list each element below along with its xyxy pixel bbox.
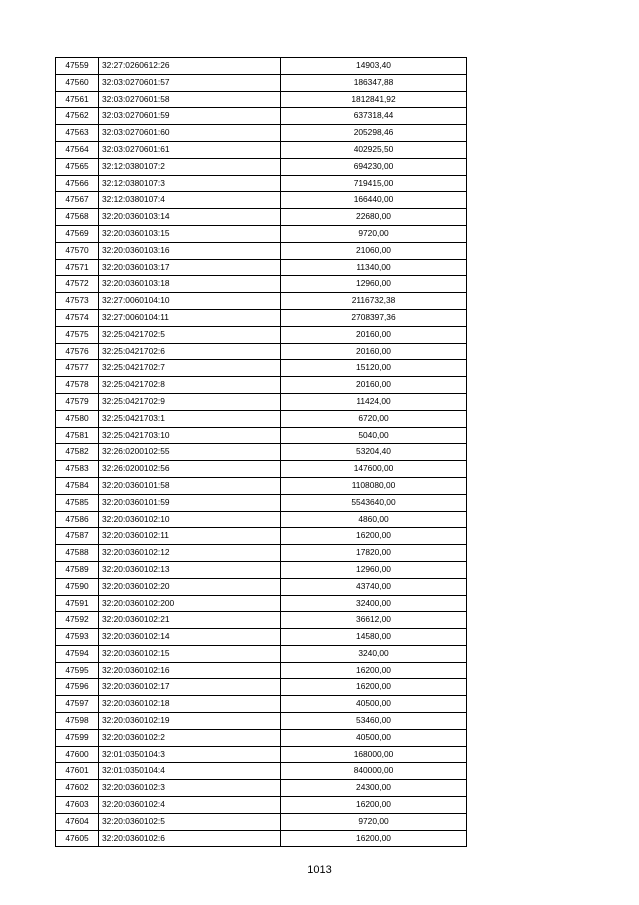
cadastral-number-cell: 32:20:0360102:10	[99, 511, 281, 528]
row-number-cell: 47581	[56, 427, 99, 444]
cadastral-number-cell: 32:03:0270601:57	[99, 74, 281, 91]
table-row	[56, 662, 467, 679]
table-row	[56, 377, 467, 394]
page-number: 1013	[307, 864, 332, 876]
table-row	[56, 293, 467, 310]
table-row	[56, 645, 467, 662]
table-row	[56, 461, 467, 478]
value-cell: 14903,40	[281, 58, 467, 75]
table-row	[56, 141, 467, 158]
value-cell: 15120,00	[281, 360, 467, 377]
table-row	[56, 158, 467, 175]
cadastral-number-cell: 32:20:0360102:2	[99, 729, 281, 746]
table-row	[56, 578, 467, 595]
cadastral-number-cell: 32:20:0360102:3	[99, 780, 281, 797]
row-number-cell: 47579	[56, 393, 99, 410]
row-number-cell: 47574	[56, 309, 99, 326]
value-cell: 402925,50	[281, 141, 467, 158]
row-number-cell: 47603	[56, 797, 99, 814]
value-cell: 9720,00	[281, 813, 467, 830]
row-number-cell: 47604	[56, 813, 99, 830]
cadastral-number-cell: 32:20:0360102:12	[99, 545, 281, 562]
value-cell: 43740,00	[281, 578, 467, 595]
table-row	[56, 746, 467, 763]
value-cell: 2116732,38	[281, 293, 467, 310]
value-cell: 694230,00	[281, 158, 467, 175]
cadastral-number-cell: 32:20:0360102:17	[99, 679, 281, 696]
row-number-cell: 47563	[56, 125, 99, 142]
cadastral-number-cell: 32:20:0360102:21	[99, 612, 281, 629]
cadastral-number-cell: 32:20:0360102:4	[99, 797, 281, 814]
row-number-cell: 47605	[56, 830, 99, 847]
row-number-cell: 47575	[56, 326, 99, 343]
cadastral-number-cell: 32:12:0380107:2	[99, 158, 281, 175]
row-number-cell: 47586	[56, 511, 99, 528]
table-row	[56, 545, 467, 562]
row-number-cell: 47589	[56, 561, 99, 578]
value-cell: 16200,00	[281, 797, 467, 814]
table-row	[56, 175, 467, 192]
row-number-cell: 47585	[56, 494, 99, 511]
row-number-cell: 47584	[56, 477, 99, 494]
table-row	[56, 125, 467, 142]
cadastral-number-cell: 32:25:0421703:1	[99, 410, 281, 427]
cadastral-number-cell: 32:20:0360102:19	[99, 713, 281, 730]
cadastral-number-cell: 32:20:0360101:59	[99, 494, 281, 511]
cadastral-number-cell: 32:25:0421703:10	[99, 427, 281, 444]
value-cell: 11340,00	[281, 259, 467, 276]
table-row	[56, 74, 467, 91]
row-number-cell: 47583	[56, 461, 99, 478]
table-row	[56, 427, 467, 444]
value-cell: 3240,00	[281, 645, 467, 662]
table-row	[56, 528, 467, 545]
value-cell: 17820,00	[281, 545, 467, 562]
cadastral-number-cell: 32:12:0380107:4	[99, 192, 281, 209]
cadastral-number-cell: 32:01:0350104:4	[99, 763, 281, 780]
row-number-cell: 47592	[56, 612, 99, 629]
row-number-cell: 47570	[56, 242, 99, 259]
table-row	[56, 813, 467, 830]
row-number-cell: 47602	[56, 780, 99, 797]
cadastral-number-cell: 32:20:0360102:5	[99, 813, 281, 830]
table-row	[56, 612, 467, 629]
cadastral-number-cell: 32:20:0360102:18	[99, 696, 281, 713]
table-row	[56, 511, 467, 528]
cadastral-number-cell: 32:12:0380107:3	[99, 175, 281, 192]
cadastral-number-cell: 32:20:0360101:58	[99, 477, 281, 494]
value-cell: 16200,00	[281, 830, 467, 847]
row-number-cell: 47559	[56, 58, 99, 75]
table-row	[56, 696, 467, 713]
row-number-cell: 47593	[56, 629, 99, 646]
value-cell: 6720,00	[281, 410, 467, 427]
row-number-cell: 47572	[56, 276, 99, 293]
cadastral-number-cell: 32:03:0270601:60	[99, 125, 281, 142]
value-cell: 2708397,36	[281, 309, 467, 326]
cadastral-number-cell: 32:20:0360103:18	[99, 276, 281, 293]
row-number-cell: 47601	[56, 763, 99, 780]
value-cell: 147600,00	[281, 461, 467, 478]
table-row	[56, 797, 467, 814]
value-cell: 4860,00	[281, 511, 467, 528]
value-cell: 12960,00	[281, 276, 467, 293]
row-number-cell: 47580	[56, 410, 99, 427]
row-number-cell: 47582	[56, 444, 99, 461]
cadastral-number-cell: 32:20:0360102:16	[99, 662, 281, 679]
value-cell: 11424,00	[281, 393, 467, 410]
row-number-cell: 47597	[56, 696, 99, 713]
table-row	[56, 444, 467, 461]
cadastral-number-cell: 32:20:0360102:13	[99, 561, 281, 578]
table-row	[56, 91, 467, 108]
table-row	[56, 713, 467, 730]
cadastral-number-cell: 32:20:0360102:6	[99, 830, 281, 847]
cadastral-number-cell: 32:20:0360103:16	[99, 242, 281, 259]
table-row	[56, 58, 467, 75]
value-cell: 12960,00	[281, 561, 467, 578]
table-row	[56, 410, 467, 427]
table-row	[56, 763, 467, 780]
table-row	[56, 393, 467, 410]
table-row	[56, 326, 467, 343]
value-cell: 205298,46	[281, 125, 467, 142]
value-cell: 14580,00	[281, 629, 467, 646]
table-row	[56, 679, 467, 696]
table-row	[56, 209, 467, 226]
row-number-cell: 47566	[56, 175, 99, 192]
row-number-cell: 47571	[56, 259, 99, 276]
value-cell: 40500,00	[281, 729, 467, 746]
row-number-cell: 47576	[56, 343, 99, 360]
value-cell: 5543640,00	[281, 494, 467, 511]
table-row	[56, 595, 467, 612]
cadastral-number-cell: 32:03:0270601:58	[99, 91, 281, 108]
row-number-cell: 47565	[56, 158, 99, 175]
value-cell: 1812841,92	[281, 91, 467, 108]
value-cell: 16200,00	[281, 679, 467, 696]
table-row	[56, 729, 467, 746]
cadastral-number-cell: 32:25:0421702:7	[99, 360, 281, 377]
cadastral-number-cell: 32:20:0360102:15	[99, 645, 281, 662]
value-cell: 32400,00	[281, 595, 467, 612]
row-number-cell: 47567	[56, 192, 99, 209]
value-cell: 16200,00	[281, 662, 467, 679]
table-row	[56, 343, 467, 360]
row-number-cell: 47560	[56, 74, 99, 91]
value-cell: 637318,44	[281, 108, 467, 125]
row-number-cell: 47594	[56, 645, 99, 662]
row-number-cell: 47598	[56, 713, 99, 730]
row-number-cell: 47578	[56, 377, 99, 394]
value-cell: 168000,00	[281, 746, 467, 763]
value-cell: 20160,00	[281, 343, 467, 360]
cadastral-number-cell: 32:25:0421702:5	[99, 326, 281, 343]
row-number-cell: 47596	[56, 679, 99, 696]
table-row	[56, 830, 467, 847]
value-cell: 16200,00	[281, 528, 467, 545]
row-number-cell: 47600	[56, 746, 99, 763]
value-cell: 1108080,00	[281, 477, 467, 494]
cadastral-number-cell: 32:27:0060104:11	[99, 309, 281, 326]
value-cell: 21060,00	[281, 242, 467, 259]
row-number-cell: 47561	[56, 91, 99, 108]
row-number-cell: 47568	[56, 209, 99, 226]
row-number-cell: 47595	[56, 662, 99, 679]
cadastral-number-cell: 32:26:0200102:55	[99, 444, 281, 461]
table-row	[56, 225, 467, 242]
cadastral-number-cell: 32:25:0421702:9	[99, 393, 281, 410]
row-number-cell: 47599	[56, 729, 99, 746]
table-row	[56, 108, 467, 125]
table-row	[56, 259, 467, 276]
cadastral-number-cell: 32:03:0270601:59	[99, 108, 281, 125]
value-cell: 24300,00	[281, 780, 467, 797]
row-number-cell: 47577	[56, 360, 99, 377]
value-cell: 9720,00	[281, 225, 467, 242]
cadastral-number-cell: 32:20:0360103:14	[99, 209, 281, 226]
cadastral-number-cell: 32:25:0421702:8	[99, 377, 281, 394]
row-number-cell: 47562	[56, 108, 99, 125]
value-cell: 719415,00	[281, 175, 467, 192]
cadastral-number-cell: 32:03:0270601:61	[99, 141, 281, 158]
row-number-cell: 47591	[56, 595, 99, 612]
row-number-cell: 47573	[56, 293, 99, 310]
table-row	[56, 780, 467, 797]
table-row	[56, 561, 467, 578]
value-cell: 53460,00	[281, 713, 467, 730]
row-number-cell: 47564	[56, 141, 99, 158]
table-row	[56, 309, 467, 326]
table-row	[56, 629, 467, 646]
cadastral-value-table	[55, 57, 467, 847]
cadastral-number-cell: 32:20:0360102:200	[99, 595, 281, 612]
cadastral-number-cell: 32:20:0360102:14	[99, 629, 281, 646]
value-cell: 840000,00	[281, 763, 467, 780]
value-cell: 40500,00	[281, 696, 467, 713]
table-body	[56, 58, 467, 847]
value-cell: 186347,88	[281, 74, 467, 91]
row-number-cell: 47569	[56, 225, 99, 242]
cadastral-number-cell: 32:01:0350104:3	[99, 746, 281, 763]
cadastral-number-cell: 32:27:0060104:10	[99, 293, 281, 310]
row-number-cell: 47590	[56, 578, 99, 595]
cadastral-number-cell: 32:20:0360103:15	[99, 225, 281, 242]
value-cell: 166440,00	[281, 192, 467, 209]
row-number-cell: 47587	[56, 528, 99, 545]
table-row	[56, 242, 467, 259]
value-cell: 20160,00	[281, 326, 467, 343]
table-row	[56, 477, 467, 494]
cadastral-number-cell: 32:20:0360102:11	[99, 528, 281, 545]
value-cell: 22680,00	[281, 209, 467, 226]
cadastral-number-cell: 32:26:0200102:56	[99, 461, 281, 478]
table-row	[56, 494, 467, 511]
value-cell: 36612,00	[281, 612, 467, 629]
cadastral-number-cell: 32:20:0360103:17	[99, 259, 281, 276]
value-cell: 5040,00	[281, 427, 467, 444]
table-row	[56, 276, 467, 293]
table-row	[56, 360, 467, 377]
cadastral-number-cell: 32:20:0360102:20	[99, 578, 281, 595]
value-cell: 53204,40	[281, 444, 467, 461]
row-number-cell: 47588	[56, 545, 99, 562]
cadastral-number-cell: 32:27:0260612:26	[99, 58, 281, 75]
value-cell: 20160,00	[281, 377, 467, 394]
cadastral-number-cell: 32:25:0421702:6	[99, 343, 281, 360]
table-row	[56, 192, 467, 209]
